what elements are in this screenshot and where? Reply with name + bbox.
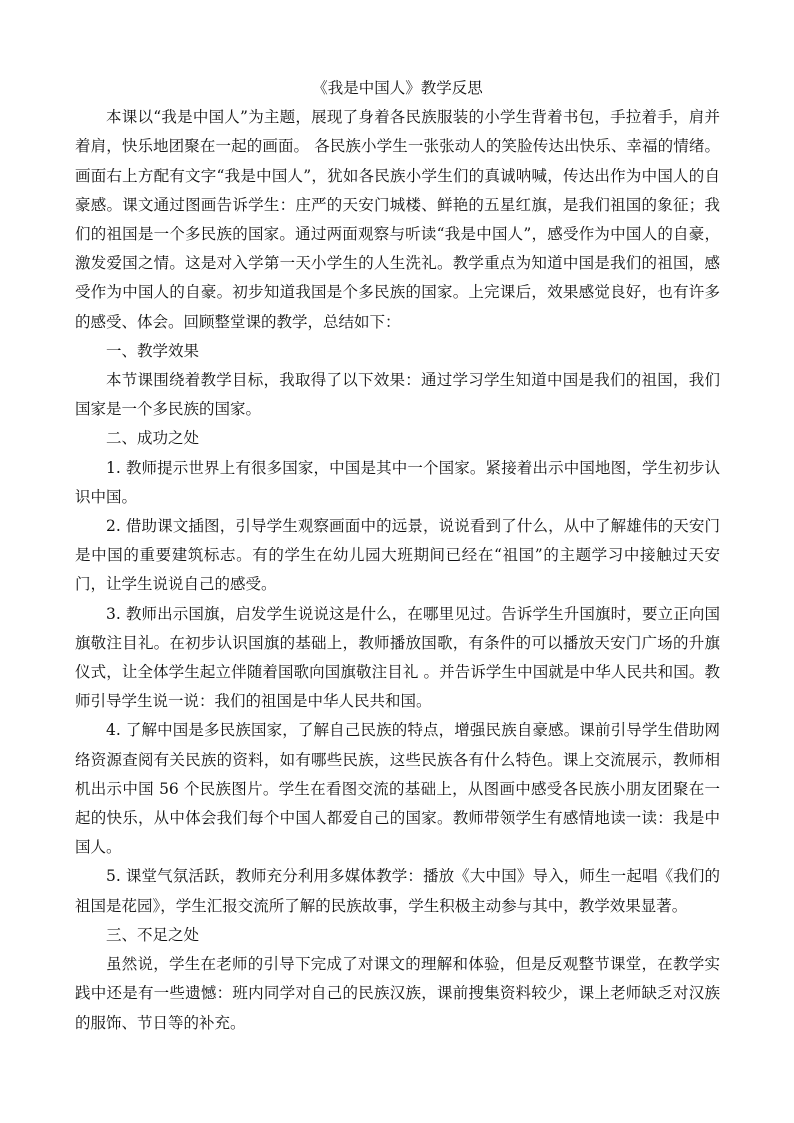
shortcomings-paragraph: 虽然说，学生在老师的引导下完成了对课文的理解和体验，但是反观整节课堂，在教学实践中还是有一些遗憾：班内同学对自己的民族汉族，课前搜集资料较少，课上老师缺乏对汉族的服饰、节日等的补充。 [75, 955, 720, 1032]
section-heading-successes: 二、成功之处 [106, 429, 200, 448]
section-heading-teaching-effect: 一、教学效果 [106, 341, 200, 360]
success-item-2: 2. 借助课文插图，引导学生观察画面中的远景，说说看到了什么，从中了解雄伟的天安门是中国的重要建筑标志。有的学生在幼儿园大班期间已经在“祖国”的主题学习中接触过天安门，让学生说说自己的感受。 [75, 517, 720, 594]
success-item-3: 3. 教师出示国旗，启发学生说说这是什么，在哪里见过。告诉学生升国旗时，要立正向国旗敬注目礼。在初步认识国旗的基础上，教师播放国歌，有条件的可以播放天安门广场的升旗仪式，让全体学生起立伴随着国歌向国旗敬注目礼 。并告诉学生中国就是中华人民共和国。教师引导学生说一说：我们的祖国是中华人民共和国。 [75, 604, 720, 711]
section-heading-shortcomings: 三、不足之处 [106, 925, 200, 944]
teaching-effect-paragraph: 本节课围绕着教学目标，我取得了以下效果：通过学习学生知道中国是我们的祖国，我们国家是一个多民族的国家。 [75, 371, 720, 419]
intro-paragraph: 本课以“我是中国人”为主题，展现了身着各民族服装的小学生背着书包，手拉着手，肩并着肩，快乐地团聚在一起的画面。 各民族小学生一张张动人的笑脸传达出快乐、幸福的情绪。画面右上方配有文字“我是中国人”，犹如各民族小学生们的真诚呐喊，传达出作为中国人的自豪感。课文通过图画告诉学生：庄严的天安门城楼、鲜艳的五星红旗，是我们祖国的象征；我们的祖国是一个多民族的国家。通过两面观察与听读“我是中国人”，感受作为中国人的自豪，激发爱国之情。这是对入学第一天小学生的人生洗礼。教学重点为知道中国是我们的祖国，感受作为中国人的自豪。初步知道我国是个多民族的国家。上完课后，效果感觉良好，也有许多的感受、体会。回顾整堂课的教学，总结如下： [75, 108, 720, 331]
success-item-4: 4. 了解中国是多民族国家，了解自己民族的特点，增强民族自豪感。课前引导学生借助网络资源查阅有关民族的资料，如有哪些民族，这些民族各有什么特色。课上交流展示，教师相机出示中国 56 个民族图片。学生在看图交流的基础上，从图画中感受各民族小朋友团聚在一起的快乐，从中体会我们每个中国人都爱自己的国家。教师带领学生有感情地读一读：我是中国人。 [75, 721, 720, 857]
success-item-1: 1. 教师提示世界上有很多国家，中国是其中一个国家。紧接着出示中国地图，学生初步认识中国。 [75, 458, 720, 506]
document-title: 《我是中国人》教学反思 [312, 79, 483, 97]
success-item-5: 5. 课堂气氛活跃，教师充分利用多媒体教学：播放《大中国》导入，师生一起唱《我们的祖国是花园》，学生汇报交流所了解的民族故事，学生积极主动参与其中，教学效果显著。 [75, 867, 720, 915]
document-page [75, 74, 720, 1038]
